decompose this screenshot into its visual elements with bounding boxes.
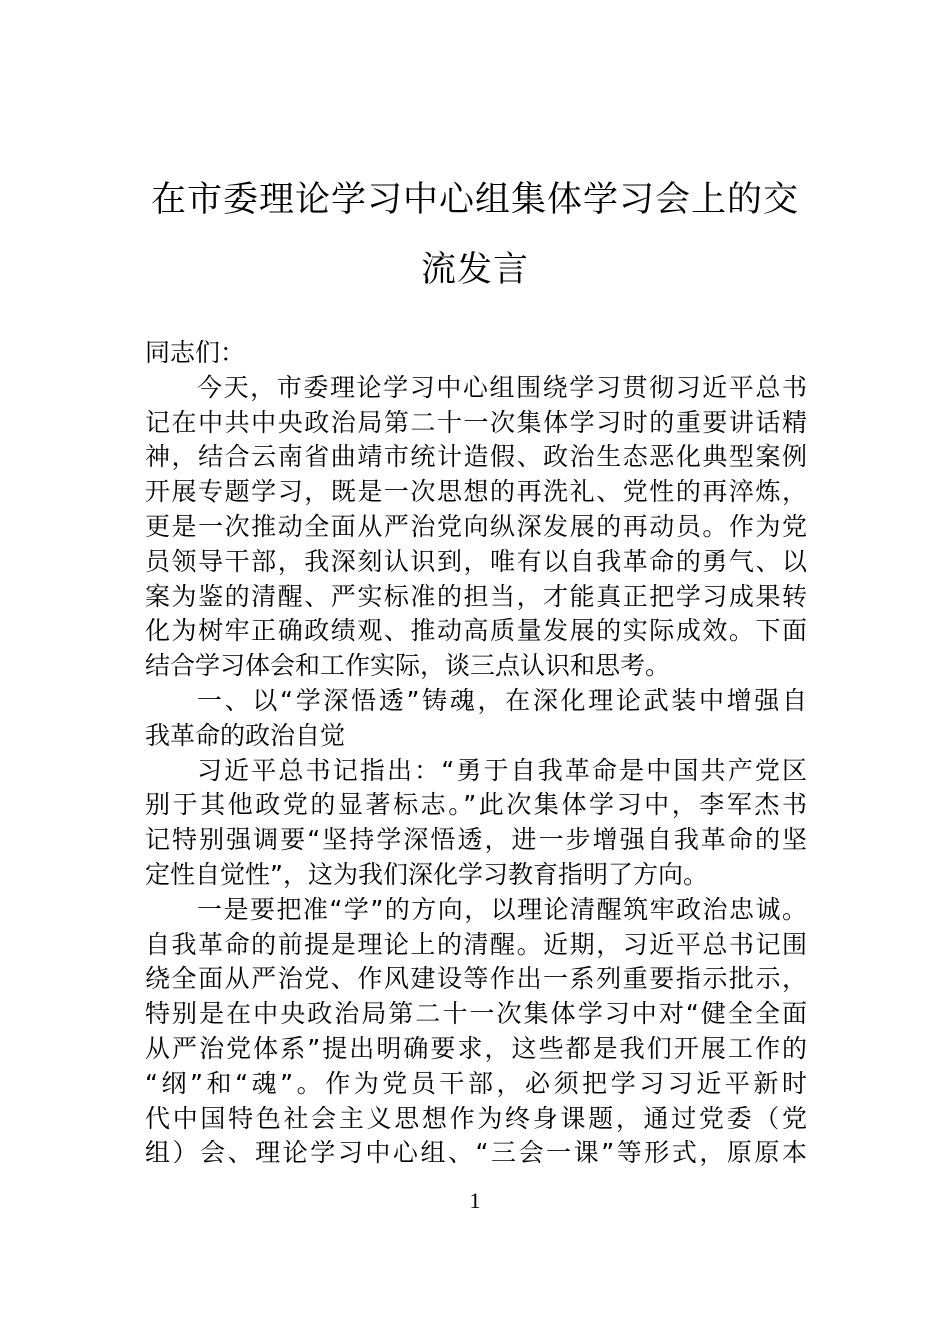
paragraph bbox=[145, 754, 807, 893]
paragraph bbox=[145, 893, 807, 1171]
text-line: 员领导干部，我深刻认识到，唯有以自我革命的勇气、以 bbox=[145, 546, 807, 576]
text-line: 开展专题学习，既是一次思想的再洗礼、党性的再淬炼， bbox=[145, 477, 807, 507]
text-line: 更是一次推动全面从严治党向纵深发展的再动员。作为党 bbox=[145, 511, 807, 541]
paragraph bbox=[145, 371, 807, 684]
document-title-line-2: 流发言 bbox=[420, 250, 529, 290]
text-line: 一是要把准“学”的方向，以理论清醒筑牢政治忠诚。 bbox=[197, 894, 807, 924]
text-line: 一、以“学深悟透”铸魂，在深化理论武装中增强自 bbox=[197, 685, 807, 715]
text-line: 代中国特色社会主义思想作为终身课题，通过党委（党 bbox=[145, 1103, 807, 1133]
text-line: 特别是在中央政治局第二十一次集体学习中对“健全全面 bbox=[145, 999, 807, 1029]
text-line: 定性自觉性”，这为我们深化学习教育指明了方向。 bbox=[145, 859, 708, 889]
page-number: 1 bbox=[469, 1188, 481, 1213]
text-line: 化为树牢正确政绩观、推动高质量发展的实际成效。下面 bbox=[145, 616, 807, 646]
text-line: 自我革命的前提是理论上的清醒。近期，习近平总书记围 bbox=[145, 929, 807, 959]
text-line: “纲”和“魂”。作为党员干部，必须把学习习近平新时 bbox=[145, 1068, 807, 1098]
document-title-line-1: 在市委理论学习中心组集体学习会上的交 bbox=[150, 180, 799, 220]
text-line: 组）会、理论学习中心组、“三会一课”等形式，原原本 bbox=[145, 1138, 807, 1168]
text-line: 绕全面从严治党、作风建设等作出一系列重要指示批示， bbox=[145, 964, 807, 994]
paragraph bbox=[145, 336, 807, 371]
text-line: 同志们： bbox=[145, 338, 246, 367]
text-line: 别于其他政党的显著标志。”此次集体学习中，李军杰书 bbox=[145, 790, 807, 820]
text-line: 今天，市委理论学习中心组围绕学习贯彻习近平总书 bbox=[197, 372, 807, 402]
text-line: 从严治党体系”提出明确要求，这些都是我们开展工作的 bbox=[145, 1033, 807, 1063]
paragraph bbox=[145, 684, 807, 754]
text-line: 记特别强调要“坚持学深悟透，进一步增强自我革命的坚 bbox=[145, 825, 807, 855]
text-line: 我革命的政治自觉 bbox=[145, 720, 346, 750]
text-line: 结合学习体会和工作实际，谈三点认识和思考。 bbox=[145, 651, 671, 681]
text-line: 神，结合云南省曲靖市统计造假、政治生态恶化典型案例 bbox=[145, 442, 807, 472]
text-line: 案为鉴的清醒、严实标准的担当，才能真正把学习成果转 bbox=[145, 581, 807, 611]
text-line: 记在中共中央政治局第二十一次集体学习时的重要讲话精 bbox=[145, 407, 807, 437]
text-line: 习近平总书记指出：“勇于自我革命是中国共产党区 bbox=[197, 755, 807, 785]
document-body bbox=[145, 336, 807, 1171]
